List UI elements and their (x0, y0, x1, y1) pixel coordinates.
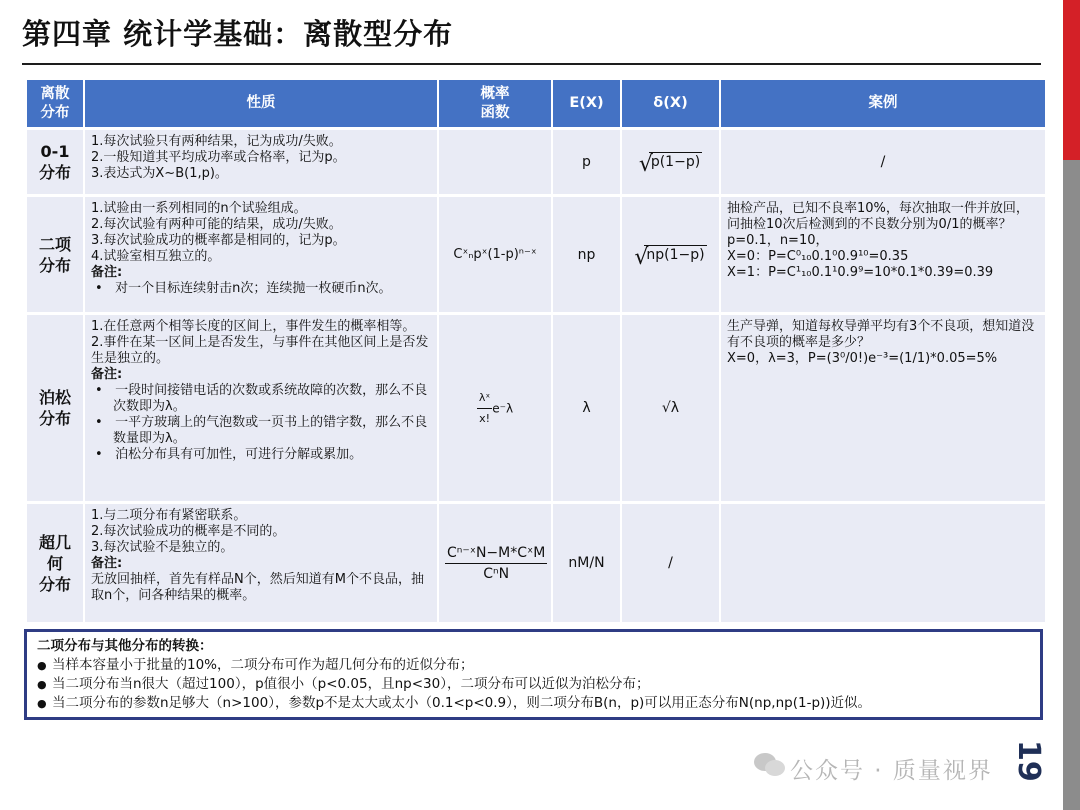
properties-cell: 1.在任意两个相等长度的区间上，事件发生的概率相等。 2.事件在某一区间上是否发生，与事件在其他区间上是否发生是独立的。 备注: • 一段时间接错电话的次数或系统故障的次数，那么不良次数即为λ。 • 一平方玻璃上的气泡数或一页书上的错字数，那么不良数量即为λ。 • 泊松分布具有可加性，可进行分解或累加。 (85, 315, 437, 501)
conversion-note-box (24, 629, 1043, 720)
probability-function-cell: $\frac{\text{Cⁿ⁻ˣN−M*CˣM}}{\text{CⁿN}}$ (439, 504, 551, 622)
case-cell: 抽检产品，已知不良率10%，每次抽取一件并放回，问抽检10次后检测到的不良数分别为0/1的概率？p=0.1，n=10， X=0：P=C⁰₁₀0.1⁰0.9¹⁰=0.35 X=1：P=C¹₁₀0.1¹0.9⁹=10*0.1*0.39=0.39 (721, 197, 1045, 312)
remark-bullet: • 泊松分布具有可加性，可进行分解或累加。 (95, 447, 363, 462)
remark-label: 备注: (91, 367, 123, 382)
title-divider (22, 63, 1041, 65)
case-cell (721, 504, 1045, 622)
table-row (27, 504, 1045, 622)
properties-cell: 1.每次试验只有两种结果，记为成功/失败。 2.一般知道其平均成功率或合格率，记为p。 3.表达式为X~B(1,p)。 (85, 130, 437, 194)
expectation-cell: np (553, 197, 620, 312)
probability-function-cell (439, 130, 551, 194)
note-item: ● 当二项分布当n很大（超过100），p值很小（p<0.05，且np<30），二项分布可以近似为泊松分布； (37, 675, 1030, 694)
header-cell: 性质 (85, 80, 437, 127)
header-cell: 离散 分布 (27, 80, 83, 127)
remark-label: 备注: (91, 265, 123, 280)
case-cell: / (721, 130, 1045, 194)
header-cell: 概率 函数 (439, 80, 551, 127)
header-cell: δ(X) (622, 80, 719, 127)
remark-bullet: • 对一个目标连续射击n次；连续抛一枚硬币n次。 (95, 281, 392, 296)
distribution-name: 超几 何 分布 (27, 504, 83, 622)
accent-bar-grey (1063, 160, 1080, 810)
probability-function-cell: Cˣₙpˣ(1-p)ⁿ⁻ˣ (439, 197, 551, 312)
note-item: ● 当样本容量小于批量的10%，二项分布可作为超几何分布的近似分布； (37, 656, 1030, 675)
note-item: ● 当二项分布的参数n足够大（n>100），参数p不是太大或太小（0.1<p<0.9），则二项分布B(n，p)可以用正态分布N(np,np(1-p))近似。 (37, 694, 1030, 713)
deviation-cell (622, 130, 719, 194)
accent-bar-red (1063, 0, 1080, 160)
probability-function-cell: $\frac{\text{λˣ}}{x!}$ e⁻λ (439, 315, 551, 501)
table-header-row (27, 80, 1045, 127)
remark-bullet: • 一平方玻璃上的气泡数或一页书上的错字数，那么不良数量即为λ。 (95, 415, 428, 446)
remark-label: 备注: (91, 556, 123, 571)
deviation-cell (622, 197, 719, 312)
expectation-cell: λ (553, 315, 620, 501)
page-number: 19 (1011, 740, 1046, 782)
table-row (27, 130, 1045, 194)
sqrt-formula: √ np(1−p) (634, 244, 705, 270)
wechat-icon (752, 750, 788, 780)
properties-cell: 1.试验由一系列相同的n个试验组成。 2.每次试验有两种可能的结果，成功/失败。 3.每次试验成功的概率都是相同的，记为p。 4.试验室相互独立的。 备注: • 对一个目标连续射击n次；连续抛一枚硬币n次。 (85, 197, 437, 312)
expectation-cell: p (553, 130, 620, 194)
distribution-name: 二项 分布 (27, 197, 83, 312)
deviation-cell: √λ (622, 315, 719, 501)
case-cell: 生产导弹，知道每枚导弹平均有3个不良项，想知道没有不良项的概率是多少？ X=0，λ=3，P=(3⁰/0!)e⁻³=(1/1)*0.05=5% (721, 315, 1045, 501)
distribution-name: 0-1 分布 (27, 130, 83, 194)
table-row (27, 315, 1045, 501)
watermark: 公众号 · 质量视界 (790, 758, 993, 784)
deviation-cell: / (622, 504, 719, 622)
distribution-table (25, 77, 1047, 625)
header-cell: 案例 (721, 80, 1045, 127)
table-row (27, 197, 1045, 312)
remark-bullet: • 一段时间接错电话的次数或系统故障的次数，那么不良次数即为λ。 (95, 383, 428, 414)
note-title: 二项分布与其他分布的转换： (37, 638, 213, 654)
sqrt-formula: √ p(1−p) (638, 152, 701, 177)
page-title: 第四章 统计学基础：离散型分布 (22, 17, 454, 51)
expectation-cell: nM/N (553, 504, 620, 622)
header-cell: E(X) (553, 80, 620, 127)
distribution-name: 泊松 分布 (27, 315, 83, 501)
properties-cell: 1.与二项分布有紧密联系。 2.每次试验成功的概率是不同的。 3.每次试验不是独立的。 备注: 无放回抽样，首先有样品N个，然后知道有M个不良品，抽取n个，问各种结果的概率。 (85, 504, 437, 622)
